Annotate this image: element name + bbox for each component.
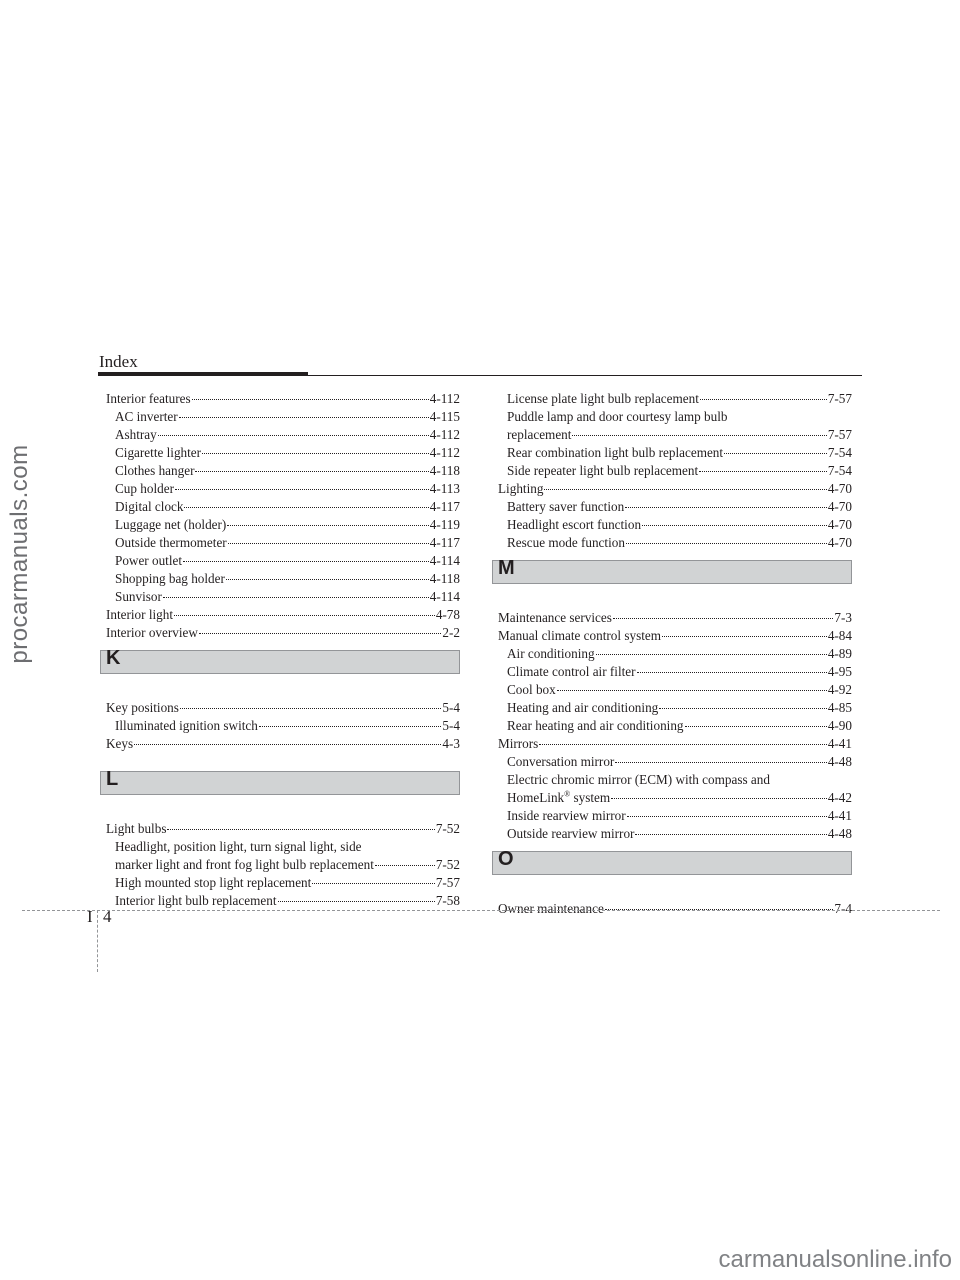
index-entry-page: 4-114	[429, 589, 460, 604]
index-entry-label: Owner maintenance	[498, 901, 604, 916]
section-header-m	[492, 557, 852, 584]
footer-section-letter: I	[87, 907, 93, 926]
index-entry-label: Conversation mirror	[507, 754, 615, 769]
index-entry-label: Keys	[106, 736, 134, 751]
index-entry	[106, 735, 460, 753]
index-entry-page: 4-48	[827, 826, 852, 841]
index-entry-page: 4-118	[429, 463, 460, 478]
leader-dots	[175, 489, 429, 490]
index-entry-page: 4-118	[429, 571, 460, 586]
index-entry-page: 5-4	[442, 718, 460, 733]
index-entry-page: 4-112	[429, 445, 460, 460]
leader-dots	[724, 453, 827, 454]
index-entry	[106, 480, 460, 498]
index-entry-label: Light bulbs	[106, 821, 167, 836]
leader-dots	[625, 507, 827, 508]
index-entry-headlight	[106, 838, 460, 874]
index-entry	[498, 681, 852, 699]
index-entry-page: 7-57	[827, 391, 852, 406]
leader-dots	[174, 615, 435, 616]
index-entry	[498, 717, 852, 735]
index-entry-label: Rear heating and air conditioning	[507, 718, 684, 733]
section-letter-l: L	[106, 768, 119, 790]
index-entry	[498, 609, 852, 627]
leader-dots	[259, 726, 442, 727]
index-entry-label-line2: HomeLink® system	[507, 789, 611, 805]
leader-dots	[539, 744, 827, 745]
index-entry	[106, 717, 460, 735]
index-entry-page: 4-119	[429, 517, 460, 532]
index-entry-label-line2: marker light and front fog light bulb replacement	[115, 857, 374, 872]
leader-dots	[544, 489, 826, 490]
index-entry	[498, 663, 852, 681]
leader-dots	[613, 618, 834, 619]
index-entry-page: 4-78	[435, 607, 460, 622]
index-entry	[106, 552, 460, 570]
index-entry	[106, 390, 460, 408]
index-entry-label: Inside rearview mirror	[507, 808, 626, 823]
index-entry-label: Headlight escort function	[507, 517, 642, 532]
index-entry	[498, 735, 852, 753]
index-entry-page: 4-90	[827, 718, 852, 733]
index-entry	[106, 624, 460, 642]
index-entry-label: Interior features	[106, 391, 191, 406]
index-entry	[498, 627, 852, 645]
leader-dots	[312, 883, 435, 884]
index-entry	[106, 426, 460, 444]
index-entry-page: 7-54	[827, 445, 852, 460]
index-entry	[498, 498, 852, 516]
leader-dots	[183, 561, 429, 562]
index-entry-page: 7-52	[435, 821, 460, 836]
index-entry	[106, 534, 460, 552]
index-entry	[498, 825, 852, 843]
index-entry-label-line1: Electric chromic mirror (ECM) with compass and	[507, 772, 770, 787]
index-entry-page: 4-84	[827, 628, 852, 643]
leader-dots	[163, 597, 429, 598]
index-entry-page: 7-58	[435, 893, 460, 908]
leader-dots	[375, 865, 435, 866]
index-entry-page: 4-117	[429, 499, 460, 514]
leader-dots	[662, 636, 827, 637]
index-entry-label: Interior overview	[106, 625, 198, 640]
index-entry-page: 4-85	[827, 700, 852, 715]
header-rule-thin	[98, 375, 862, 376]
index-entry	[498, 699, 852, 717]
index-entry-label: License plate light bulb replacement	[507, 391, 699, 406]
index-entry-page: 4-41	[827, 736, 852, 751]
side-watermark: procarmanuals.com	[6, 444, 33, 664]
index-entry-label: Illuminated ignition switch	[115, 718, 258, 733]
index-entry	[498, 516, 852, 534]
index-entry	[106, 570, 460, 588]
leader-dots	[572, 435, 826, 436]
index-entry	[106, 516, 460, 534]
index-entry	[498, 390, 852, 408]
index-entry-page: 4-42	[827, 790, 852, 805]
index-entry	[498, 900, 852, 918]
leader-dots	[180, 708, 442, 709]
leader-dots	[278, 901, 435, 902]
index-entry-label: Outside rearview mirror	[507, 826, 635, 841]
index-entry-label: Sunvisor	[115, 589, 162, 604]
index-entry	[498, 462, 852, 480]
leader-dots	[557, 690, 827, 691]
index-entry-page: 4-48	[827, 754, 852, 769]
index-entry-page: 4-115	[429, 409, 460, 424]
leader-dots	[642, 525, 827, 526]
index-entry	[106, 892, 460, 910]
index-entry-page: 7-52	[435, 857, 460, 872]
index-entry-page: 7-4	[834, 901, 852, 916]
index-entry-label: Climate control air filter	[507, 664, 636, 679]
index-entry-page: 4-95	[827, 664, 852, 679]
index-entry	[106, 820, 460, 838]
index-entry-label: Battery saver function	[507, 499, 625, 514]
leader-dots	[626, 543, 827, 544]
index-entry	[498, 534, 852, 552]
index-entry-page: 4-70	[827, 535, 852, 550]
section-header-l	[100, 768, 460, 795]
index-entry-label: Cigarette lighter	[115, 445, 202, 460]
index-entry-puddle-lamp	[498, 408, 852, 444]
index-entry-label: Power outlet	[115, 553, 183, 568]
leader-dots	[192, 399, 429, 400]
leader-dots	[659, 708, 827, 709]
index-entry-label: Clothes hanger	[115, 463, 195, 478]
index-entry-label: Ashtray	[115, 427, 157, 442]
page-title: Index	[99, 352, 138, 371]
footer-page-number	[87, 907, 112, 927]
leader-dots	[700, 399, 827, 400]
index-entry-label: Manual climate control system	[498, 628, 661, 643]
leader-dots	[158, 435, 429, 436]
leader-dots	[134, 744, 441, 745]
section-letter-o: O	[498, 848, 514, 870]
section-header-k	[100, 647, 460, 674]
index-entry-label: Interior light bulb replacement	[115, 893, 277, 908]
index-entry	[498, 645, 852, 663]
leader-dots	[228, 543, 429, 544]
index-right-column	[498, 390, 852, 918]
index-entry-page: 4-70	[827, 499, 852, 514]
index-entry	[498, 753, 852, 771]
index-entry	[106, 699, 460, 717]
leader-dots	[227, 525, 428, 526]
index-entry-page: 4-113	[429, 481, 460, 496]
index-entry-label: Heating and air conditioning	[507, 700, 659, 715]
index-entry	[106, 408, 460, 426]
index-entry-label: Rear combination light bulb replacement	[507, 445, 724, 460]
index-entry-page: 2-2	[442, 625, 460, 640]
index-entry-label: Rescue mode function	[507, 535, 625, 550]
index-entry	[106, 606, 460, 624]
leader-dots	[167, 829, 434, 830]
index-entry-label: Side repeater light bulb replacement	[507, 463, 699, 478]
index-entry-page: 4-70	[827, 517, 852, 532]
index-entry-page: 4-112	[429, 391, 460, 406]
index-entry-label: Air conditioning	[507, 646, 595, 661]
index-entry	[106, 498, 460, 516]
leader-dots	[184, 507, 428, 508]
index-entry-label: Maintenance services	[498, 610, 612, 625]
index-entry	[106, 874, 460, 892]
index-entry	[498, 807, 852, 825]
index-entry-label: Mirrors	[498, 736, 539, 751]
index-entry-label: Outside thermometer	[115, 535, 227, 550]
index-entry-label-line1: Headlight, position light, turn signal light, side	[115, 839, 362, 854]
index-entry-label-line1: Puddle lamp and door courtesy lamp bulb	[507, 409, 728, 424]
index-entry	[106, 462, 460, 480]
index-entry-page: 4-41	[827, 808, 852, 823]
leader-dots	[611, 798, 827, 799]
index-entry-page: 7-57	[435, 875, 460, 890]
index-entry-page: 5-4	[442, 700, 460, 715]
leader-dots	[685, 726, 827, 727]
section-letter-m: M	[498, 557, 515, 579]
index-entry-label: Lighting	[498, 481, 544, 496]
leader-dots	[627, 816, 827, 817]
index-entry-page: 7-3	[834, 610, 852, 625]
index-entry	[106, 444, 460, 462]
index-entry-page: 4-89	[827, 646, 852, 661]
bottom-watermark: carmanualsonline.info	[718, 1246, 952, 1273]
index-entry-page: 4-112	[429, 427, 460, 442]
leader-dots	[199, 633, 441, 634]
index-entry-page: 4-3	[442, 736, 460, 751]
leader-dots	[226, 579, 429, 580]
index-entry-page: 4-92	[827, 682, 852, 697]
section-header-o	[492, 848, 852, 875]
index-entry-label-line2: replacement	[507, 427, 572, 442]
section-letter-k: K	[106, 647, 121, 669]
index-entry-page: 7-57	[827, 427, 852, 442]
leader-dots	[615, 762, 827, 763]
index-entry-label: AC inverter	[115, 409, 178, 424]
index-entry-label: Shopping bag holder	[115, 571, 225, 586]
footer-page-num: 4	[103, 907, 112, 926]
index-entry-page: 4-70	[827, 481, 852, 496]
index-entry-label: Key positions	[106, 700, 179, 715]
index-entry-label: Cup holder	[115, 481, 174, 496]
leader-dots	[699, 471, 827, 472]
index-entry-label: High mounted stop light replacement	[115, 875, 312, 890]
index-left-column	[106, 390, 460, 910]
index-entry	[498, 480, 852, 498]
leader-dots	[195, 471, 428, 472]
leader-dots	[635, 834, 826, 835]
index-entry-label: Cool box	[507, 682, 556, 697]
index-entry-label: Interior light	[106, 607, 174, 622]
footer-vertical-dashed-rule	[97, 910, 98, 972]
footer-dashed-rule	[22, 910, 940, 911]
index-entry-page: 4-114	[429, 553, 460, 568]
index-entry-label: Luggage net (holder)	[115, 517, 227, 532]
leader-dots	[179, 417, 429, 418]
index-entry	[106, 588, 460, 606]
index-entry-page: 4-117	[429, 535, 460, 550]
leader-dots	[202, 453, 429, 454]
index-entry-ecm-mirror	[498, 771, 852, 807]
index-entry-label: Digital clock	[115, 499, 184, 514]
index-entry-page: 7-54	[827, 463, 852, 478]
index-entry	[498, 444, 852, 462]
leader-dots	[637, 672, 827, 673]
leader-dots	[596, 654, 827, 655]
